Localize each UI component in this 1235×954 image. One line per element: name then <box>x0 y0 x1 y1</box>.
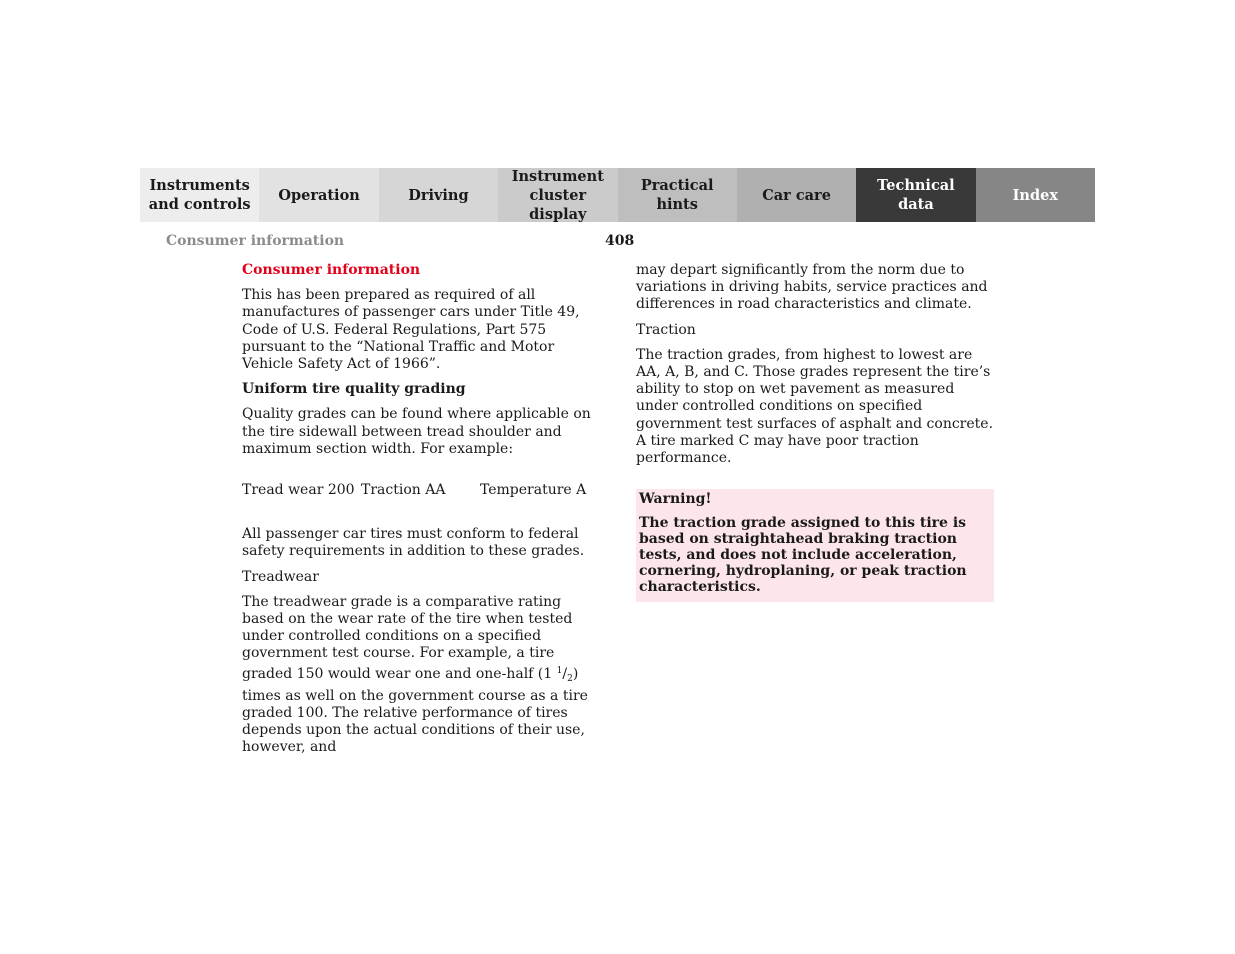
tab-operation[interactable]: Operation <box>259 168 378 222</box>
conform-paragraph: All passenger car tires must conform to federal safety requirements in addition to these grades. <box>242 526 585 560</box>
warning-title: Warning! <box>639 491 712 508</box>
traction-label: Traction <box>636 321 696 338</box>
tab-technical-data[interactable]: Technical data <box>856 168 975 222</box>
treadwear-label: Treadwear <box>242 568 319 585</box>
right-column <box>636 262 996 602</box>
treadwear-text-a: The treadwear grade is a comparative rating based on the wear rate of the tire when tested under controlled conditions on a specified government test course. For example, a tire graded 150 would wear one and one-half (1 <box>242 593 573 682</box>
traction-paragraph: The traction grades, from highest to lowest are AA, A, B, and C. Those grades represent the tire’s ability to stop on wet pavement as measured under controlled conditions on specified government test surfaces of asphalt and concrete. A tire marked C may have poor traction performance. <box>636 346 994 467</box>
warning-box <box>636 489 994 602</box>
warning-body: The traction grade assigned to this tire is based on straightahead braking traction tests, and does not include acceleration, cornering, hydroplaning, or peak traction characteristics. <box>639 515 967 596</box>
tab-index[interactable]: Index <box>976 168 1095 222</box>
tab-car-care[interactable]: Car care <box>737 168 856 222</box>
tire-grade-example <box>242 482 604 499</box>
tab-instrument-cluster-display[interactable]: Instrument cluster display <box>498 168 617 222</box>
example-traction: Traction AA <box>361 482 446 499</box>
left-column <box>242 262 604 765</box>
quality-paragraph: Quality grades can be found where applicable on the tire sidewall between tread shoulder and maximum section width. For example: <box>242 406 591 457</box>
tab-driving[interactable]: Driving <box>379 168 498 222</box>
fraction-numerator: 1 <box>556 665 563 676</box>
tab-practical-hints[interactable]: Practical hints <box>618 168 737 222</box>
example-treadwear: Tread wear 200 <box>242 482 355 499</box>
intro-paragraph: This has been prepared as required of all manufactures of passenger cars under Title 49, Code of U.S. Federal Regulations, Part 575 pursuant to the “National Traffic and Motor Vehicle Safety Act of 1966”. <box>242 287 580 373</box>
tab-instruments-and-controls[interactable]: Instruments and controls <box>140 168 259 222</box>
chapter-tab-bar <box>140 168 1095 222</box>
treadwear-text-b: ) times as well on the government course as a tire graded 100. The relative performance of tires depends upon the actual conditions of their use, however, and <box>242 665 588 756</box>
page-number: 408 <box>605 233 635 249</box>
section-heading: Consumer information <box>242 262 421 278</box>
example-temperature: Temperature A <box>480 482 587 499</box>
continuation-paragraph: may depart significantly from the norm due to variations in driving habits, service practices and differences in road characteristics and climate. <box>636 262 988 313</box>
treadwear-paragraph <box>242 594 604 757</box>
section-title: Consumer information <box>166 233 345 249</box>
subheading: Uniform tire quality grading <box>242 381 466 398</box>
fraction-separator: / <box>562 665 568 682</box>
fraction-denominator: 2 <box>567 673 573 684</box>
